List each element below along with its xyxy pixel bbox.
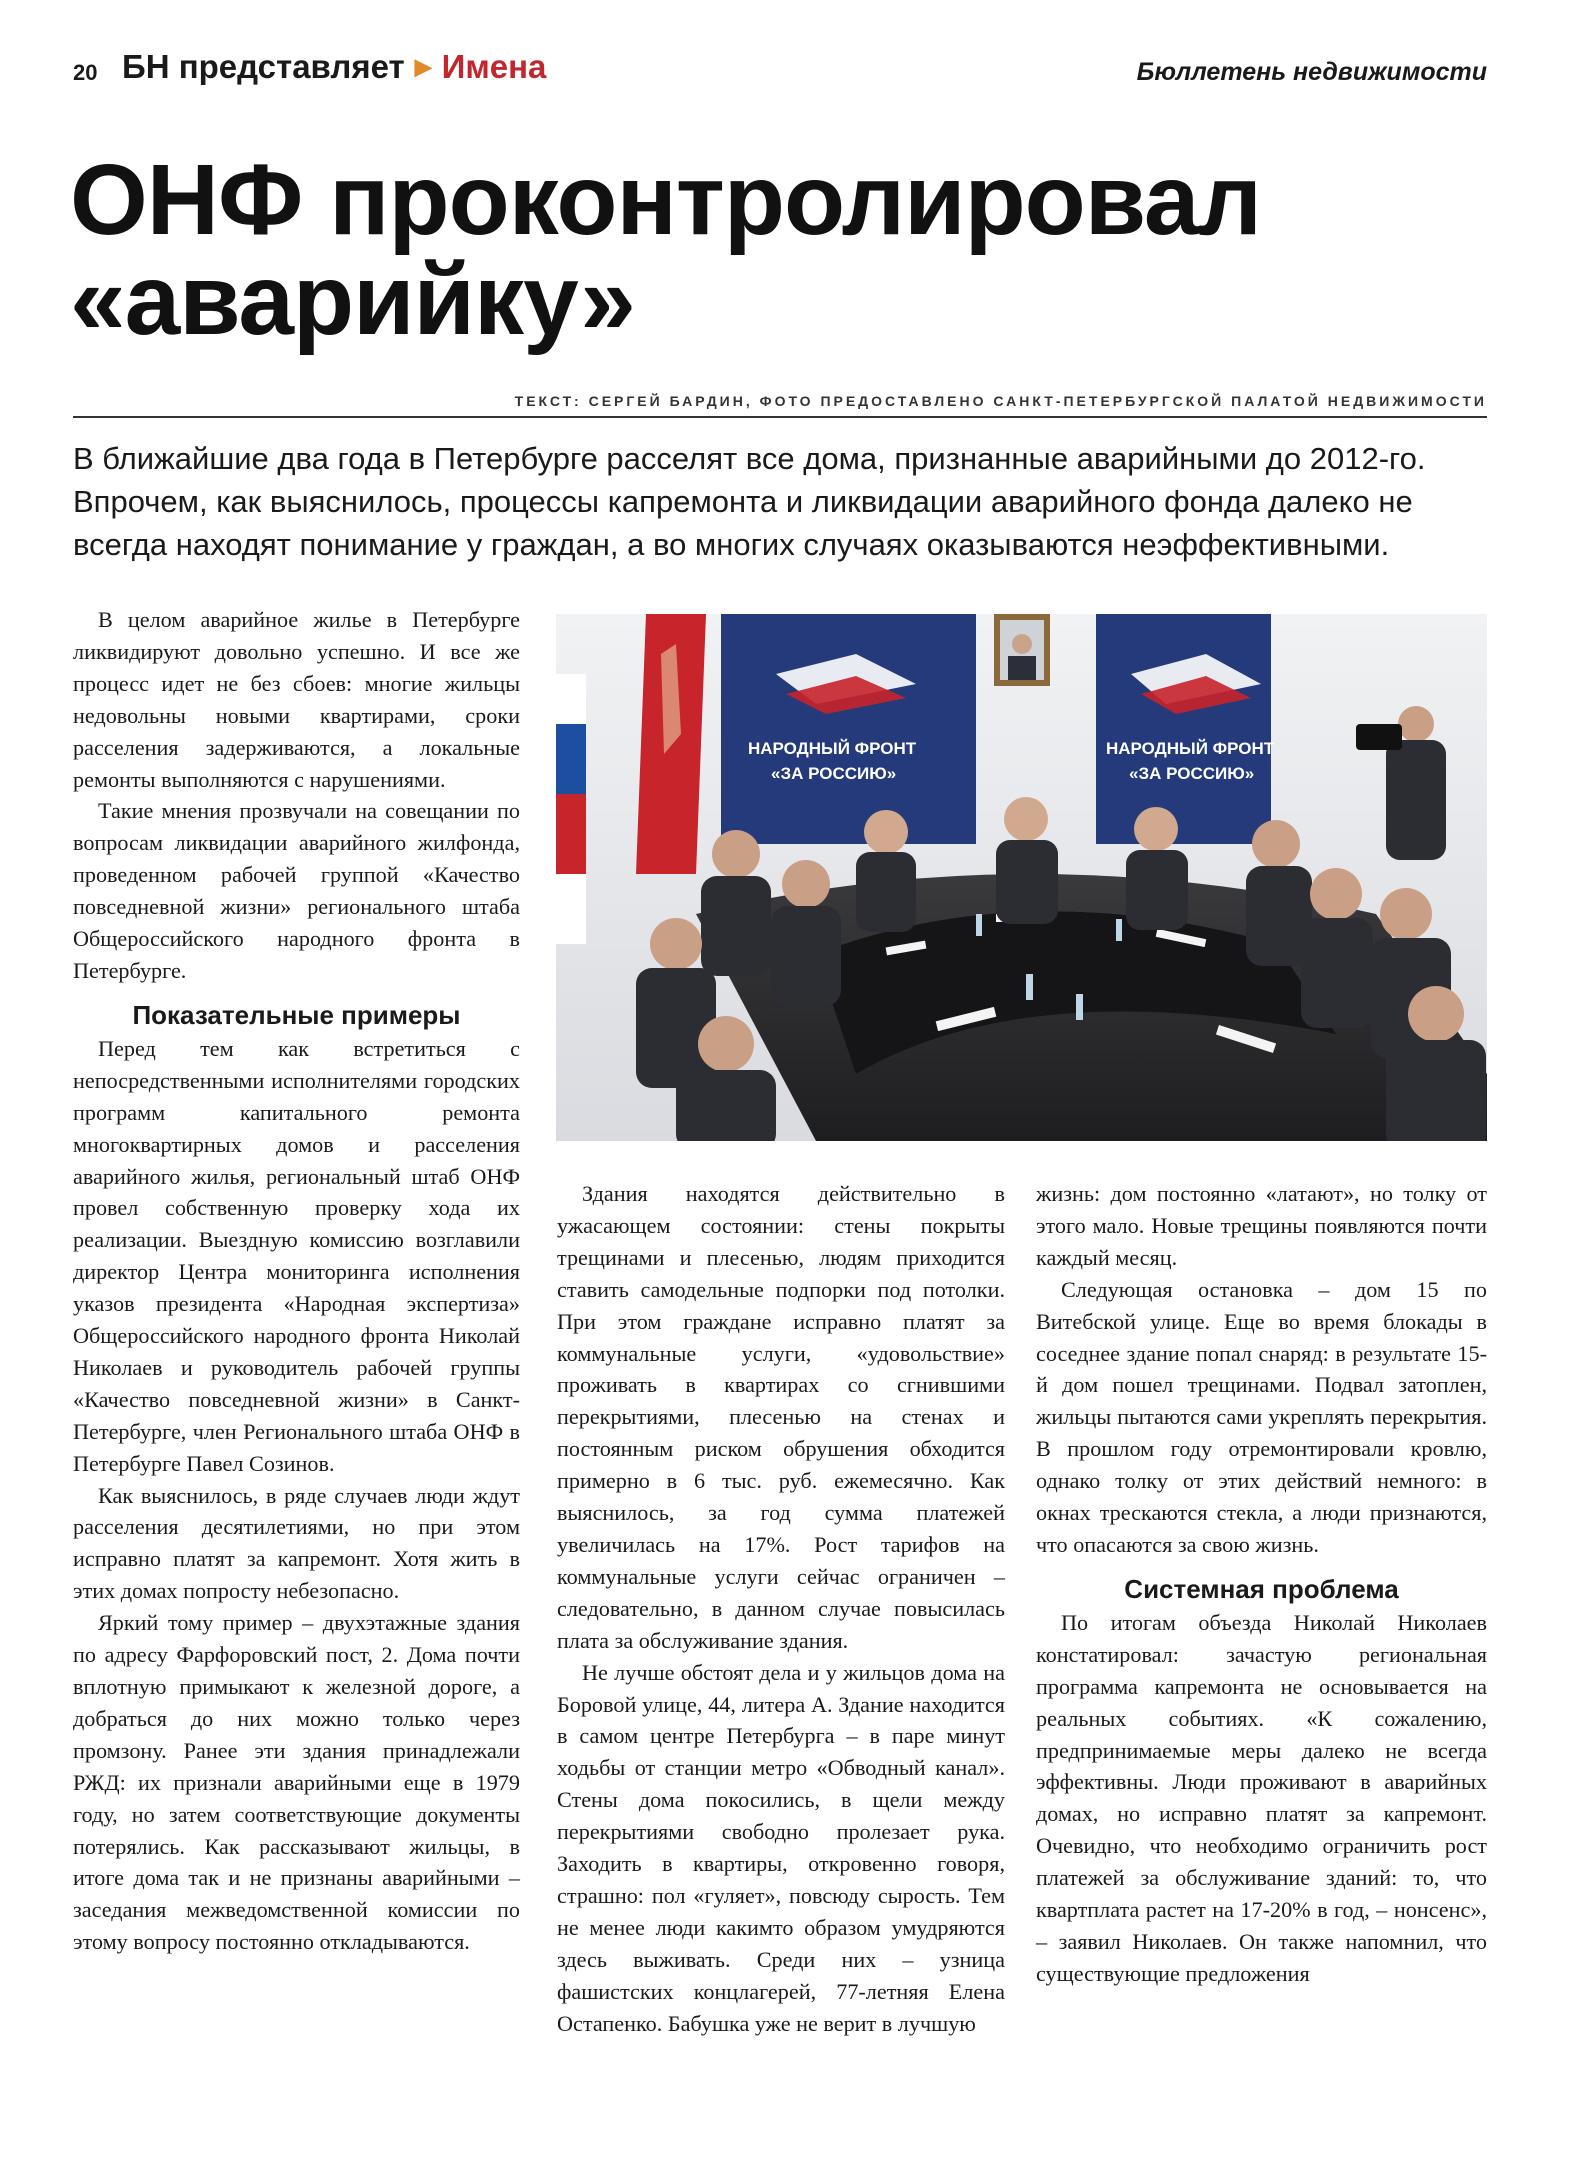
banner-text: НАРОДНЫЙ ФРОНТ bbox=[748, 739, 917, 758]
banner-right bbox=[1096, 614, 1271, 844]
section-breadcrumb bbox=[122, 48, 546, 86]
subsection-name: Имена bbox=[441, 48, 547, 85]
meeting-photo-illustration bbox=[556, 614, 1487, 1141]
paragraph: По итогам объезда Николай Николаев констатировал: зачастую региональная программа капремонта не основывается на реальных событиях. «К сожалению, предпринимаемые меры далеко не всегда эффективны. Люди проживают в аварийных домах, но исправно платят за капремонт. Очевидно, что необходимо ограничить рост платежей за обслуживание зданий: то, что квартплата растет на 17-20% в год, – нонсенс», – заявил Николаев. Он также напомнил, что существующие предложения bbox=[1036, 1609, 1487, 1986]
banner-text: «ЗА РОССИЮ» bbox=[1129, 764, 1255, 783]
paragraph: Перед тем как встретиться с непосредственными исполнителями городских программ капитального ремонта многоквартирных домов и расселения аварийного жилья, региональный штаб ОНФ провел собственную проверку хода их реализации. Выездную комиссию возглавили директор Центра мониторинга исполнения указов президента «Народная экспертиза» Общероссийского народного фронта Николай Николаев и руководитель рабочей группы «Качество повседневной жизни» в Санкт-Петербурге, член Регионального штаба ОНФ в Петербурге Павел Созинов. bbox=[73, 1035, 520, 1476]
banner-text: НАРОДНЫЙ ФРОНТ bbox=[1106, 739, 1275, 758]
paragraph: В целом аварийное жилье в Петербурге ликвидируют довольно успешно. И все же процесс идет не без сбоев: многие жильцы недовольны новыми квартирами, сроки расселения задерживаются, а локальные ремонты выполняются с нарушениями. bbox=[73, 607, 520, 792]
paragraph: Такие мнения прозвучали на совещании по вопросам ликвидации аварийного жилфонда, проведенном рабочей группой «Качество повседневной жизни» регионального штаба Общероссийского народного фронта в Петербурге. bbox=[73, 798, 520, 983]
breadcrumb-arrow-icon: ▶ bbox=[414, 54, 432, 79]
article-title: ОНФ проконтролировал «аварийку» bbox=[70, 144, 1262, 356]
paragraph: Яркий тому пример – двухэтажные здания по адресу Фарфоровский пост, 2. Дома почти вплотную примыкают к железной дороге, а добраться до них можно только через промзону. Ранее эти здания принадлежали РЖД: их признали аварийными еще в 1979 году, но затем соответствующие документы потерялись. Как рассказывают жильцы, в итоге дома так и не признаны аварийными – заседания межведомственной комиссии по этому вопросу постоянно откладываются. bbox=[73, 1610, 520, 1955]
credits-divider bbox=[73, 416, 1487, 418]
paragraph: жизнь: дом постоянно «латают», но толку от этого мало. Новые трещины появляются почти каждый месяц. bbox=[1036, 1181, 1487, 1270]
banner-text: «ЗА РОССИЮ» bbox=[771, 764, 897, 783]
paragraph: Не лучше обстоят дела и у жильцов дома на Боровой улице, 44, литера А. Здание находится в самом центре Петербурга – в паре минут ходьбы от станции метро «Обводный канал». Стены дома покосились, в щели между перекрытиями свободно пролезает рука. Заходить в квартиры, откровенно говоря, страшно: пол «гуляет», повсюду сырость. Тем не менее люди какимто образом умудряются здесь выживать. Среди них – узница фашистских концлагерей, 77-летняя Елена Остапенко. Бабушка уже не верит в лучшую bbox=[557, 1659, 1005, 2036]
paragraph: Как выяснилось, в ряде случаев люди ждут расселения десятилетиями, но при этом исправно платят за капремонт. Хотя жить в этих домах попросту небезопасно. bbox=[73, 1482, 520, 1604]
banner-left bbox=[721, 614, 976, 844]
article-credits: ТЕКСТ: СЕРГЕЙ БАРДИН, ФОТО ПРЕДОСТАВЛЕНО САНКТ-ПЕТЕРБУРГСКОЙ ПАЛАТОЙ НЕДВИЖИМОСТИ bbox=[514, 393, 1487, 409]
column-1 bbox=[73, 604, 520, 1958]
article-photo bbox=[556, 614, 1487, 1141]
column-2 bbox=[557, 1178, 1005, 2039]
publication-name: Бюллетень недвижимости bbox=[1136, 58, 1487, 86]
subheading-examples: Показательные примеры bbox=[132, 999, 461, 1030]
paragraph: Здания находятся действительно в ужасающем состоянии: стены покрыты трещинами и плесенью, людям приходится ставить самодельные подпорки под потолки. При этом граждане исправно платят за коммунальные услуги, «удовольствие» проживать в квартирах со сгнившими перекрытиями, плесенью на стенах и постоянным риском обрушения обходится примерно в 6 тыс. руб. ежемесячно. Как выяснилось, за год сумма платежей увеличилась на 17%. Рост тарифов на коммунальные услуги сейчас ограничен – следовательно, в данном случае повысилась плата за обслуживание здания. bbox=[557, 1181, 1005, 1653]
column-3 bbox=[1036, 1178, 1487, 1990]
paragraph: Следующая остановка – дом 15 по Витебской улице. Еще во время блокады в соседнее здание попал снаряд: в результате 15-й дом пошел трещинами. Подвал затоплен, жильцы пытаются сами укреплять перекрытия. В прошлом году отремонтировали кровлю, однако толку от этих действий немного: в окнах трескаются стекла, а люди признаются, что опасаются за свою жизнь. bbox=[1036, 1276, 1487, 1557]
page-number: 20 bbox=[73, 60, 98, 85]
article-lead: В ближайшие два года в Петербурге расселят все дома, признанные аварийными до 2012-го. Впрочем, как выяснилось, процессы капремонта и ликвидации аварийного фонда далеко не всегда находят понимание у граждан, а во многих случаях оказываются неэффективными. bbox=[73, 441, 1426, 562]
subheading-systemic-problem: Системная проблема bbox=[1124, 1573, 1399, 1604]
section-name: БН представляет bbox=[122, 48, 405, 85]
